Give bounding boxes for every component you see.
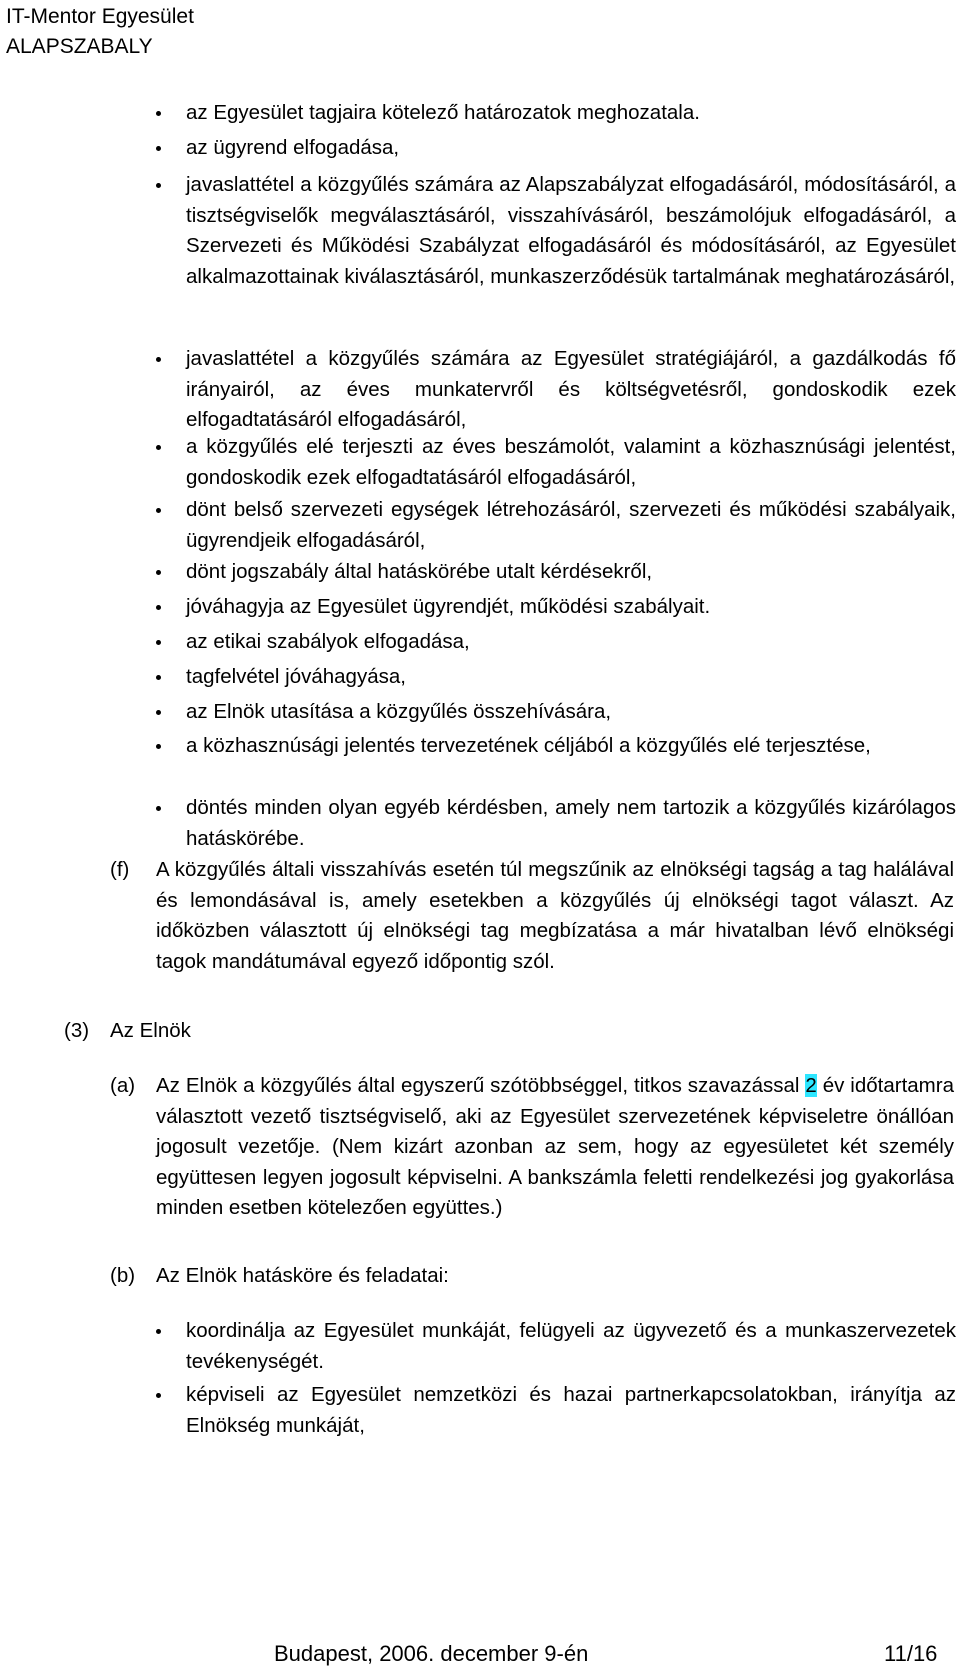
list-item: javaslattétel a közgyűlés számára az Alapszabályzat elfogadásáról, módosításáról, a tisztségviselők megválasztásáról, visszahívásáról, beszámolójuk elfogadásáról, a Szervezeti és Működési Szabályzat elfogadásáról és módosításáról, az Egyesület alkalmazottainak kiválasztásáról, munkaszerződésük tartalmának meghatározásáról,	[186, 170, 956, 292]
list-item: a közhasznúsági jelentés tervezetének céljából a közgyűlés elé terjesztése,	[186, 731, 956, 762]
list-item: döntés minden olyan egyéb kérdésben, amely nem tartozik a közgyűlés kizárólagos hatáskörébe.	[186, 793, 956, 854]
list-item: koordinálja az Egyesület munkáját, felügyeli az ügyvezető és a munkaszervezetek tevékenységét.	[186, 1316, 956, 1377]
list-item: az Egyesület tagjaira kötelező határozatok meghozatala.	[186, 98, 954, 129]
item-label-a: (a)	[110, 1074, 136, 1097]
list-item: a közgyűlés elé terjeszti az éves beszámolót, valamint a közhasznúsági jelentést, gondoskodik ezek elfogadtatásáról elfogadásáról,	[186, 432, 956, 493]
item-text-a	[156, 1071, 954, 1224]
section-number: (3)	[64, 1019, 90, 1042]
list-item: az Elnök utasítása a közgyűlés összehívására,	[186, 697, 954, 728]
list-item: az ügyrend elfogadása,	[186, 133, 954, 164]
document-title: ALAPSZABALY	[6, 35, 153, 58]
org-name: IT-Mentor Egyesület	[6, 5, 194, 28]
highlighted-term: 2	[805, 1074, 817, 1097]
page-header	[6, 2, 194, 62]
item-text-f: A közgyűlés általi visszahívás esetén túl megszűnik az elnökségi tagság a tag halálával és lemondásával is, amely esetekben a közgyűlés új elnökségi tagot választ. Az időközben választott új elnökségi tag megbízatása a már hivatalban lévő elnökségi tagok mandátumával egyező időpontig szól.	[156, 858, 954, 973]
list-item: jóváhagyja az Egyesület ügyrendjét, működési szabályait.	[186, 592, 954, 623]
list-item: javaslattétel a közgyűlés számára az Egyesület stratégiájáról, a gazdálkodás fő irányairól, az éves munkatervről és költségvetésről, gondoskodik ezek elfogadtatásáról elfogadásáról,	[186, 344, 956, 436]
list-item: dönt belső szervezeti egységek létrehozásáról, szervezeti és működési szabályaik, ügyrendjeik elfogadásáról,	[186, 495, 956, 556]
item-label-f: (f)	[110, 858, 130, 881]
item-label-b: (b)	[110, 1264, 136, 1287]
list-item: az etikai szabályok elfogadása,	[186, 627, 954, 658]
list-item: dönt jogszabály által hatáskörébe utalt kérdésekről,	[186, 557, 954, 588]
footer-date: Budapest, 2006. december 9-én	[274, 1641, 589, 1666]
page-number: 11/16	[884, 1641, 938, 1666]
item-text-a-before: Az Elnök a közgyűlés által egyszerű szótöbbséggel, titkos szavazással	[156, 1074, 806, 1097]
section-title: Az Elnök	[110, 1019, 191, 1042]
item-text-a-after: év időtartamra választott vezető tisztségviselő, aki az Egyesület szervezetének képviseletre önállóan jogosult vezetője. (Nem kizárt azonban az sem, hogy az egyesületet két személy együttesen legyen jogosult képviselni. A bankszámla feletti rendelkezési jog gyakorlása minden esetben kötelezően együttes.)	[156, 1074, 954, 1219]
list-item: tagfelvétel jóváhagyása,	[186, 662, 954, 693]
item-text-b: Az Elnök hatásköre és feladatai:	[156, 1264, 449, 1287]
list-item: képviseli az Egyesület nemzetközi és hazai partnerkapcsolatokban, irányítja az Elnökség munkáját,	[186, 1380, 956, 1441]
